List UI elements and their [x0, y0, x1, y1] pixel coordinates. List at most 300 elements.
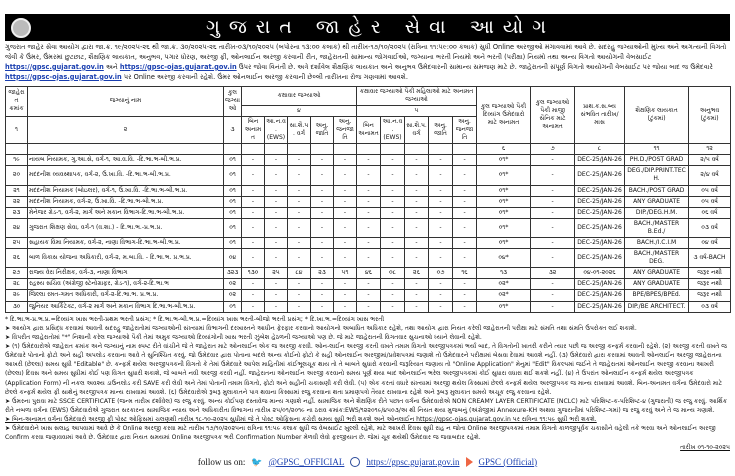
category-count: - [405, 155, 429, 166]
divyang-count: ૦૨* [477, 279, 531, 290]
category-count: - [242, 237, 265, 248]
post-name: મદદનીશ નિયામક (બોઇલર), વર્ગ-૧, ઉ.ખા.વિ. -દિ.ભા.ભ-બી.ભ.પ્ર. [28, 185, 224, 196]
category-count: - [405, 237, 429, 248]
qualification: BACH./MASTER B.Ed./ [625, 218, 689, 237]
divyang-count: ૦૪* [477, 249, 531, 268]
total-posts: ૦૨ [224, 290, 242, 301]
experience: ૦૫ વર્ષ [689, 185, 731, 196]
category-count: - [242, 218, 265, 237]
category-count: - [265, 196, 288, 207]
adv-number: ૩૦ [6, 301, 28, 312]
page-title: ગુજરાત જાહેર સેવા આયોગ [205, 16, 556, 38]
category-count: - [265, 166, 288, 185]
category-count: - [429, 155, 453, 166]
col-women: કક્ષાવાર જગ્યાઓ પૈકી મહિલાઓ માટે અનામત જગ્યાઓ [357, 86, 477, 105]
category-count: ૮૪ [288, 268, 311, 279]
note-item: ➤ આયોગ દ્વારા પ્રસિદ્ધ કરવામાં આવતી સદરહુ જાહેરાતોમાં જગ્યાઓની સંખ્યામાં વિભાગની દરખાસ્તને આધીન ફેરફાર કરવાનો આયોગનો અબાધિત અધિકાર રહેશે, તથા આયોગ દ્વારા નિયત કરેલી જાહેરાતની પરીક્ષા માટે સંમતિ તથા સંમતિ ઉપરોક્ત લઈ શકાશે. [5, 324, 637, 332]
column-number: ૧૨ [689, 144, 731, 155]
experience: જરૂર નથી [689, 279, 731, 290]
column-number [28, 144, 224, 155]
table-row [6, 207, 731, 218]
category-count: - [381, 237, 405, 248]
column-number [311, 144, 334, 155]
header-banner [5, 14, 730, 41]
post-name: જિલ્લા રમત-ગમત અધિકારી, વર્ગ-૨-દિ.ભા.ભ. પ્ર.ભ.પ્ર. [28, 290, 224, 301]
category-count: - [405, 196, 429, 207]
post-name: મદદનીશ વ્યવસ્થાપક, વર્ગ-૨, ઉ.ખા.વિ. -દિ.ભા.ભ-બી.ભ.પ્ર. [28, 166, 224, 185]
divyang-count: ૦૧* [477, 301, 531, 312]
col-sub-category: આ.ન.વ. (EWS) [265, 116, 288, 143]
category-count: - [453, 249, 477, 268]
category-count: - [288, 155, 311, 166]
col-sub-category: આ.ન.વ. (EWS) [381, 116, 405, 143]
category-count: - [242, 196, 265, 207]
note-item: ➤ બિન-અનામત વર્ગના ઉમેદવારો અરજી ફી પોસ્ટ ઓફિસમાં ચલણથી તારીખ ૧૮-૧૦-૨૦૨૫ સુધીમાં જે તે પોસ્ટ ઓફિસના કચેરી સમય સુધી ભરી શકશે અને ઓનલાઈન https://gpsc-ojas.gujarat.gov.in પર રાત્રિના ૧૧:૫૯ સુધી ભરી શકશે. [5, 416, 597, 424]
category-count: - [334, 218, 357, 237]
divyang-count: ૧૩ [477, 268, 531, 279]
column-number: ૭ [531, 144, 575, 155]
category-count: - [381, 290, 405, 301]
exserviceman-count: - [531, 196, 575, 207]
category-count: - [453, 196, 477, 207]
category-count: - [242, 207, 265, 218]
post-name: ગુજરાત શિક્ષણ સેવા, વર્ગ-૧ (વ.શા.) - દિ.ભા.ભ.-પ્ર.ભ.પ્ર. [28, 218, 224, 237]
exam-date: DEC-25/JAN-26 [575, 237, 625, 248]
post-name: જુનિયર આર્કિટેક્ટ, વર્ગ-૨ માર્ગ અને મકાન વિભાગ દિ.ભા.ભ-બી.ભ.પ્ર. [28, 301, 224, 312]
category-count: - [429, 237, 453, 248]
category-count: - [357, 218, 381, 237]
note-item: * દિ.ભા.ભ-પ્ર.ભ.પ્ર.=દિવ્યાંગ ખાસ ભરતી-પ્રથમ ભરતી પ્રસંગ; * દિ.ભા.ભ-બી.ભ.પ્ર.=દિવ્યાંગ ખાસ ભરતી-બીજો ભરતી પ્રસંગ; * દિ.ખા.ભ.=દિવ્યાંગ ખાસ ભરતી [5, 315, 385, 323]
category-count: - [311, 166, 334, 185]
post-name: રહસ્ય સચિવ (અંગ્રેજી સ્ટેનોગ્રાફર, ગ્રેડ-૧), વર્ગ-૨-દિ.ભા.ભ [28, 279, 224, 290]
qualification: DIP./DEG.H.M. [625, 207, 689, 218]
col-exserviceman: કુલ જગ્યાઓ પૈકી માજી સૈનિક માટે અનામત [531, 86, 575, 144]
ojas-link[interactable]: https://gpsc-ojas.gujarat.gov.in [119, 62, 237, 71]
category-count: - [242, 301, 265, 312]
note-item: ➤ ઉમેદવારોને ખાસ સલાહ આપવામાં આવે છે કે Online અરજી કરવા માટે તારીખ ૧૭/૧૦/૨૦૨૫ના રાત્રિના ૧૧:૫૯ કલાક સુધી જ વેબસાઈટ ખુલ્લી રહેશે, માટે આખરી દિવસ સુધી રાહ ન જોતા Online અરજીપત્રકમાં તમામ વિગતો કાળજીપૂર્વક ચકાસીને વહેલી તકે ભરવા અને ઓનલાઈન અરજી Confirm કરવા જણાવવામાં આવે છે. ઉમેદવાર દ્વારા નિયત સમયમાં Online અરજીપત્રક ભરી Confirmation Number મેળવી લેવો ફરજીયાત છે. જેમાં ચૂક થયેથી ઉમેદવાર જ જવાબદાર રહેશે. [5, 425, 716, 442]
category-count: - [265, 290, 288, 301]
category-count: - [429, 207, 453, 218]
total-posts: ૦૧ [224, 207, 242, 218]
column-number [224, 144, 242, 155]
category-count: - [265, 249, 288, 268]
col-sub-category: સા.શૈ.પ. વર્ગ [288, 116, 311, 143]
exam-date: DEC-25/JAN-26 [575, 279, 625, 290]
table-row [6, 196, 731, 207]
category-count: - [311, 279, 334, 290]
column-number: ૧૧ [625, 144, 689, 155]
col-num-1: ૧ [6, 116, 28, 143]
category-count: - [429, 196, 453, 207]
category-count: - [288, 290, 311, 301]
exam-date: DEC-25/JAN-26 [575, 196, 625, 207]
total-posts: ૦૪ [224, 249, 242, 268]
category-count: - [405, 301, 429, 312]
table-row [6, 249, 731, 268]
category-count: - [357, 185, 381, 196]
category-count: - [311, 185, 334, 196]
category-count: - [429, 279, 453, 290]
divyang-count: ૦૨* [477, 290, 531, 301]
globe-icon [350, 457, 360, 467]
col-sub-category: અનુ. જાતિ [311, 116, 334, 143]
category-count: - [242, 290, 265, 301]
qualification: BACH./POST GRAD [625, 185, 689, 196]
table-row [6, 166, 731, 185]
adv-number: ૨૩ [6, 207, 28, 218]
category-count: - [357, 237, 381, 248]
table-row [6, 290, 731, 301]
qualification: BACH./I.C.I.M [625, 237, 689, 248]
category-count: - [311, 249, 334, 268]
post-name: રાજ્ય વેરા નિરીક્ષક, વર્ગ-૩, નાણા વિભાગ [28, 268, 224, 279]
gpsc-link[interactable]: https://gpsc.gujarat.gov.in [5, 62, 104, 71]
category-count: - [405, 279, 429, 290]
qualification: BACH./MASTER DEG. [625, 249, 689, 268]
category-count: - [357, 166, 381, 185]
category-count: - [381, 249, 405, 268]
total-posts: ૦૨ [224, 279, 242, 290]
category-count: - [311, 301, 334, 312]
category-count: - [334, 166, 357, 185]
twitter-link[interactable]: @GPSC_OFFICIAL [268, 456, 345, 467]
category-count: - [453, 237, 477, 248]
category-count: - [453, 301, 477, 312]
category-count: - [288, 185, 311, 196]
qualification: DEG./DIP.PRINT.TECH. [625, 166, 689, 185]
experience: ૨/૫ વર્ષ [689, 155, 731, 166]
experience: જરૂર નથી [689, 290, 731, 301]
table-row [6, 268, 731, 279]
total-posts: ૦૧ [224, 155, 242, 166]
category-count: - [429, 218, 453, 237]
post-name: મેનેજર ગ્રેડ-૧, વર્ગ-૨, માર્ગ અને મકાન વિભાગ-દિ.ભા.ભ-બી.ભ.પ્ર. [28, 207, 224, 218]
adv-number: ૨૪ [6, 218, 28, 237]
notice-date: તારીખ ૦૧-૧૦-૨૦૨૫ [680, 443, 730, 451]
category-count: - [357, 279, 381, 290]
divyang-count: ૦૧* [477, 166, 531, 185]
divyang-count: ૦૧* [477, 218, 531, 237]
category-count: - [334, 301, 357, 312]
category-count: - [265, 301, 288, 312]
category-count: - [334, 207, 357, 218]
col-5-number: ૫ [357, 105, 477, 116]
qualification: PH.D./POST GRAD [625, 155, 689, 166]
exam-date: DEC-25/JAN-26 [575, 218, 625, 237]
exam-date: DEC-25/JAN-26 [575, 185, 625, 196]
footer [5, 456, 730, 469]
adv-number: ૨૯ [6, 290, 28, 301]
col-experience: અનુભવ (ટુંકમાં) [689, 86, 731, 144]
category-count: - [334, 279, 357, 290]
category-count: ૦૭ [429, 268, 453, 279]
category-count: - [242, 249, 265, 268]
category-count: - [288, 249, 311, 268]
category-count: - [453, 218, 477, 237]
column-number [6, 144, 28, 155]
col-sub-category: સા.શૈ.પ. વર્ગ [405, 116, 429, 143]
total-posts: ૦૧ [224, 237, 242, 248]
category-count: - [429, 185, 453, 196]
col-post-name: જગ્યાનું નામ [28, 86, 224, 116]
total-posts: ૦૧ [224, 185, 242, 196]
category-count: - [405, 166, 429, 185]
category-count: - [405, 249, 429, 268]
category-count: - [334, 155, 357, 166]
exserviceman-count: - [531, 166, 575, 185]
experience: ૩ વર્ષ-BACH [689, 249, 731, 268]
exserviceman-count: - [531, 290, 575, 301]
column-number [334, 144, 357, 155]
gpsc-logo-icon [11, 18, 31, 38]
divyang-count: ૦૧* [477, 185, 531, 196]
category-count: - [288, 196, 311, 207]
note-item: ➤ વિપરીત જાહેરાતોમાં "*" નિશાની કરેલ જગ્યાઓ પૈકી તેમાં અમુક જગ્યાઓ દિવ્યાંગોની ખાસ ભરતી ઝુંબેશ હેઠળની જગ્યાઓ પણ છે. જે માટે જાહેરાતની વિગતવાર સુચનાઓ ધ્યાને લેવાની રહેશે. [5, 333, 482, 341]
exserviceman-count: - [531, 207, 575, 218]
category-count: - [381, 279, 405, 290]
experience: ૦૬ વર્ષ [689, 207, 731, 218]
table-row [6, 155, 731, 166]
youtube-icon [466, 457, 473, 467]
column-number [429, 144, 453, 155]
category-count: - [429, 290, 453, 301]
category-count: - [265, 207, 288, 218]
col-sub-category: અનુ. જનજાતિ [334, 116, 357, 143]
qualification: ANY GRADUATE [625, 268, 689, 279]
exam-date: DEC-25/JAN-26 [575, 155, 625, 166]
exam-date: ૦૪-૦૧-૨૦૨૬ [575, 268, 625, 279]
category-count: - [334, 185, 357, 196]
category-count: - [265, 279, 288, 290]
post-name: નાયબ નિયામક, ગુ.આ.સે, વર્ગ-૧, આ.વ.વિ. -દિ.ભા.ભ-બી.ભ.પ્ર. [28, 155, 224, 166]
category-count: - [381, 166, 405, 185]
experience: ૦૩ વર્ષ [689, 218, 731, 237]
intro-and: અને [105, 62, 118, 71]
category-count: - [242, 185, 265, 196]
exam-date: DEC-25/JAN-26 [575, 249, 625, 268]
category-count: - [288, 218, 311, 237]
category-count: - [334, 249, 357, 268]
qualification: DIP./BE ARCHITECT. [625, 301, 689, 312]
notes-section [5, 315, 730, 452]
category-count: - [357, 301, 381, 312]
col-sub-category: બિન અનામત [242, 116, 265, 143]
category-count: - [405, 207, 429, 218]
category-count: - [311, 290, 334, 301]
adv-number: ૧૯ [6, 155, 28, 166]
category-count: - [311, 207, 334, 218]
col-num-2: ૨ [28, 116, 224, 143]
exserviceman-count: - [531, 279, 575, 290]
category-count: - [381, 155, 405, 166]
col-4-number: ૪ [242, 105, 357, 116]
total-posts: ૦૧ [224, 166, 242, 185]
category-count: - [288, 279, 311, 290]
note-item: ➤ (૧) ઉમેદવારોએ જાહેરાત ક્રમાંક અને જગ્યાનું નામ સ્પષ્ટ રીતે વાંચીને જે તે જાહેરાત માટે ઓનલાઈન એક જ અરજી કરવી. ઓન-લાઈન અરજી કરતી વખતે તમામ વિગતો અરજીપત્રકમાં ભર્યા બાદ, તે વિગતોની ખાતરી કરીને ત્યાર પછી જ અરજી કન્ફર્મ કરવાની રહેશે. (૨) અરજી કરતી વખતે જ ઉમેદવારે પોતાનો ફોટો અને સહી અપલોડ કરવાના આવે તે સુનિશ્ચિત કરવું. જો ઉમેદવાર દ્વારા પોતાના બદલે અન્ય કોઈનો ફોટો કે સહી ઓનલાઈન અરજીમાં/પ્રવેશપત્રમાં જણાશે તો ઉમેદવારને પરીક્ષામાં બેસવા દેવામાં આવશે નહીં. (૩) ઉમેદવારો દ્વારા કરવામાં આવતી ઓનલાઈન અરજી જાહેરાતના આખરી (છેલ્લા) સમય સુધી "Editable" છે. કન્ફર્મ થયેલ અરજીપત્રકની વિગતો કે તેમાં ઉમેદવારે આપેલ માહિતીમાં કાંઈભૂલચૂક થાય તો તે બાબતે સુધારો કરવાની જરૂરિયાત જણાય તો "Online Application" મેનુમાં "Edit" વિકલ્પમાં જઈને તે જાહેરાતમાં ઓનલાઈન અરજી કરવાના આખરી (છેલ્લા) દિવસ અને સમય સુધીમાં કોઈ પણ વિગત સુધારી શકાશે, જે બાબતે નવી અરજી કરવી નહીં. જાહેરાતના ઓનલાઈન અરજી કરવાનો સમય પૂર્ણ થયા બાદ ઓનલાઈન ભરેલ અરજીપત્રકમાં કોઈ સુધારા વધારા થઈ શકશે નહીં. (૪) તે ઉપરાંત ઓનલાઈન કન્ફર્મ થયેલ અરજીપત્રક (Application Form) ની નકલ અવશ્ય ડાઉનલોડ કરી SAVE કરી લેવી અને તેમાં પોતાની તમામ વિગતો, ફોટો અને સહીની ચકાસણી કરી લેવી. (૫) એક કરતાં વધારે સંખ્યામાં અરજી થયેલ કિસ્સામાં છેલ્લે કન્ફર્મ થયેલ અરજીપત્રક જ માન્ય રાખવામાં આવશે. બિન-અનામત વર્ગના ઉમેદવારો માટે છેલ્લે કન્ફર્મ થયેલ ફી સાથેનું અરજીપત્રક માન્ય રાખવામાં આવશે. (૬) ઉમેદવારોએ રૂબરૂ મુલાકાતને પાત્ર થવાના કિસ્સામાં રજુ કરવાના થતા પ્રમાણપત્રો તૈયાર રાખવાના રહેશે અને રૂબરૂ મુલાકાત સમયે અચૂક રજુ કરવાના રહેશે. [5, 343, 727, 396]
col-divyang: કુલ જગ્યાઓ પૈકી દિવ્યાંગ ઉમેદવારો માટે અનામત [477, 86, 531, 144]
adv-number: ૨૦ [6, 166, 28, 185]
category-count: - [242, 166, 265, 185]
exam-date: DEC-25/JAN-26 [575, 301, 625, 312]
category-count: - [453, 279, 477, 290]
category-count: - [288, 237, 311, 248]
category-count: - [381, 207, 405, 218]
qualification: BPE/BPES/BPEd. [625, 290, 689, 301]
table-row [6, 185, 731, 196]
exserviceman-count: - [531, 155, 575, 166]
category-count: - [265, 218, 288, 237]
exserviceman-count: - [531, 237, 575, 248]
category-count: - [429, 166, 453, 185]
category-count: - [429, 301, 453, 312]
category-count: - [311, 218, 334, 237]
category-count: - [265, 185, 288, 196]
total-posts: ૦૧ [224, 218, 242, 237]
col-sub-category: અનુ. જનજાતિ [453, 116, 477, 143]
category-count: - [242, 279, 265, 290]
youtube-link[interactable]: GPSC (Official) [478, 456, 538, 467]
col-qualification: શૈક્ષણિક લાયકાત (ટુંકમાં) [625, 86, 689, 144]
category-count: ૦૮ [381, 268, 405, 279]
column-number [242, 144, 265, 155]
category-count: - [453, 207, 477, 218]
category-count: - [357, 196, 381, 207]
qualification: ANY GRADUATE [625, 196, 689, 207]
category-count: ૪૬ [357, 268, 381, 279]
col-adv-no: જાહેરાત ક્રમાંક [6, 86, 28, 116]
column-number: ૬ [477, 144, 531, 155]
column-number-row [6, 144, 731, 155]
intro-paragraph [5, 43, 730, 83]
note-item: ➤ ઉંમરના પુરાવા માટે SSCE CERTIFICATE (જન્મ તારીખ દર્શાવેલ) જ રજુ કરવું. અન્ય કોઈપણ દસ્તાવેજ માન્ય ગણાશે નહીં. સામાજિક અને શૈક્ષણિક રીતે પછાત વર્ગના ઉમેદવારોએ NON CREAMY LAYER CERTIFICATE (NCLC) માટે પરિશિષ્ટ-ક-પરિશિષ્ટ-૪ (ગુજરાતી) જ રજુ કરવું. આર્થિક રીતે નબળા વર્ગના (EWS) ઉમેદવારોએ ગુજરાત સરકારના સામાજિક ન્યાય અને અધિકારીતા વિભાગના તારીખ ૨૫/૦૧/૨૦૧૯ ના ઠરાવ ક્રમાંક:EWS/૧૨૨૦૧૯/૪૫૦૩/અ થી નિયત થયા મુજબનું (અંગ્રેજીમાં Annexure-KH અથવા ગુજરાતીમાં પરિશિષ્ટ-ગમાં) જ રજુ કરવું અને તે જ માન્ય ગણાશે. [5, 397, 728, 415]
total-posts: ૩૨૩ [224, 268, 242, 279]
table-row [6, 279, 731, 290]
category-count: - [381, 301, 405, 312]
category-count: - [288, 301, 311, 312]
experience: ૦૪ વર્ષ [689, 237, 731, 248]
post-name: બાળ વિકાસ યોજના અધિકારી, વર્ગ-૨, મ.બા.વિ. - દિ.ભા.ભ. પ્ર.ભ.પ્ર. [28, 249, 224, 268]
category-count: ૧૬ [453, 268, 477, 279]
adv-number: ૨૮ [6, 279, 28, 290]
col-category: કક્ષાવાર જગ્યાઓ [242, 86, 357, 105]
category-count: - [242, 155, 265, 166]
category-count: - [453, 166, 477, 185]
exam-date: DEC-25/JAN-26 [575, 166, 625, 185]
intro-text-2: ઉપર જોવા વિનંતી છે. અત્રે દર્શાવેલ શૈક્ષણિક લાયકાત અને અનુભવ ઉમેદવારની સામાન્ય સમજણ માટે છે. જાહેરાતની સંપૂર્ણ વિગતો આયોગની વેબસાઈટ પર જોયા બાદ જ ઉમેદવારે [238, 62, 713, 71]
category-count: - [381, 218, 405, 237]
posts-table [5, 86, 731, 313]
category-count: - [265, 155, 288, 166]
post-name: સહાયક વિમા નિયામક, વર્ગ-૨, નાણા વિભાગ-દિ.ભા.ભ-બી.ભ.પ્ર. [28, 237, 224, 248]
total-posts: ૦૧ [224, 301, 242, 312]
col-sub-category: અનુ. જાતિ [429, 116, 453, 143]
exam-date: DEC-25/JAN-26 [575, 207, 625, 218]
category-count: - [334, 237, 357, 248]
column-number [288, 144, 311, 155]
exserviceman-count: ૩૨ [531, 268, 575, 279]
total-posts: ૦૧ [224, 196, 242, 207]
category-count: ૫૧ [334, 268, 357, 279]
adv-number: ૨૫ [6, 237, 28, 248]
category-count: - [381, 185, 405, 196]
category-count: - [357, 249, 381, 268]
intro-text-3: પર Online અરજી કરવાની રહેશે. ઉંમર ઓનલાઈન અરજી કરવાની છેલ્લી તારીખના રોજ ગણવામાં આવશે. [123, 72, 408, 81]
intro-text: ગુજરાત જાહેર સેવા આયોગ દ્વારા જા.ક્ર. ૧૯/૨૦૨૫-૨૬ થી જા.ક્ર. ૩૦/૨૦૨૫-૨૬ તારીખ-૦૩/૧૦/૨૦૨૫ (બપોરના ૧૩:૦૦ કલાક) થી તારીખ-૧૭/૧૦/૨૦૨૫ (રાત્રિના ૧૧:૫૯:૦૦ કલાક) સુધી Online અરજીઓ મંગાવવામાં આવે છે. સદરહુ જગ્યાઓની મુખ્ય અને અગત્યની વિગતો જેવી કે ઉંમર, ઉંમરમાં છુટછાટ, શૈક્ષણિક લાયકાત, અનુભવ, પગાર ધોરણ, અરજી ફી, ઓનલાઈન અરજી કરવાની રીત, જાહેરાતની સામાન્ય જોગવાઈઓ, જગ્યાના ભરતી નિયમો અને ભરતી (પરીક્ષા) નિયમો તથા અન્ય વિગતો આયોગની વેબસાઈટ [5, 43, 727, 61]
table-row [6, 218, 731, 237]
exserviceman-count: - [531, 301, 575, 312]
category-count: - [311, 155, 334, 166]
exserviceman-count: - [531, 249, 575, 268]
column-number [405, 144, 429, 155]
website-link[interactable]: https://gpsc.gujarat.gov.in [366, 456, 460, 467]
category-count: ૨૩ [311, 268, 334, 279]
experience: ૦૫ વર્ષ [689, 196, 731, 207]
adv-number: ૨૧ [6, 185, 28, 196]
category-count: - [334, 290, 357, 301]
column-number: ૮ [575, 144, 625, 155]
category-count: - [265, 237, 288, 248]
category-count: - [405, 290, 429, 301]
category-count: - [311, 196, 334, 207]
category-count: - [288, 166, 311, 185]
col-num-3: ૩ [224, 116, 242, 143]
category-count: - [357, 207, 381, 218]
category-count: ૨૬ [405, 268, 429, 279]
exserviceman-count: - [531, 185, 575, 196]
experience: ૦૩ વર્ષ [689, 301, 731, 312]
column-number [453, 144, 477, 155]
column-number [357, 144, 381, 155]
category-count: - [453, 185, 477, 196]
category-count: - [288, 207, 311, 218]
twitter-icon: 🐦 [251, 456, 263, 467]
category-count: ૧૩૦ [242, 268, 265, 279]
ojas-link-2[interactable]: https://gpsc-ojas.gujarat.gov.in [5, 72, 122, 81]
col-total: કુલ જગ્યાઓ [224, 86, 242, 116]
table-row [6, 237, 731, 248]
category-count: - [381, 196, 405, 207]
table-row [6, 301, 731, 312]
category-count: - [405, 218, 429, 237]
column-number [265, 144, 288, 155]
post-name: મદદનીશ નિયામક, વર્ગ-૨, ઉ.ખા.વિ. -દિ.ભા.ભ-બી.ભ.પ્ર. [28, 196, 224, 207]
adv-number: ૨૬ [6, 249, 28, 268]
divyang-count: ૦૧* [477, 196, 531, 207]
experience: ૨/૪ વર્ષ [689, 166, 731, 185]
category-count: - [429, 249, 453, 268]
category-count: - [357, 155, 381, 166]
divyang-count: ૦૧* [477, 237, 531, 248]
exam-date: DEC-25/JAN-26 [575, 290, 625, 301]
experience: જરૂર નથી [689, 268, 731, 279]
adv-number: ૨૭ [6, 268, 28, 279]
category-count: - [334, 196, 357, 207]
category-count: - [453, 155, 477, 166]
category-count: ૨૫ [265, 268, 288, 279]
category-count: - [453, 290, 477, 301]
follow-label: follow us on: [197, 456, 246, 467]
category-count: - [405, 185, 429, 196]
category-count: - [357, 290, 381, 301]
qualification: ANY GRADUATE [625, 279, 689, 290]
table-header [6, 86, 731, 144]
col-sub-category: બિન અનામત [357, 116, 381, 143]
divyang-count: ૦૧* [477, 155, 531, 166]
divyang-count: ૦૧* [477, 207, 531, 218]
column-number [381, 144, 405, 155]
exserviceman-count: - [531, 218, 575, 237]
category-count: - [311, 237, 334, 248]
